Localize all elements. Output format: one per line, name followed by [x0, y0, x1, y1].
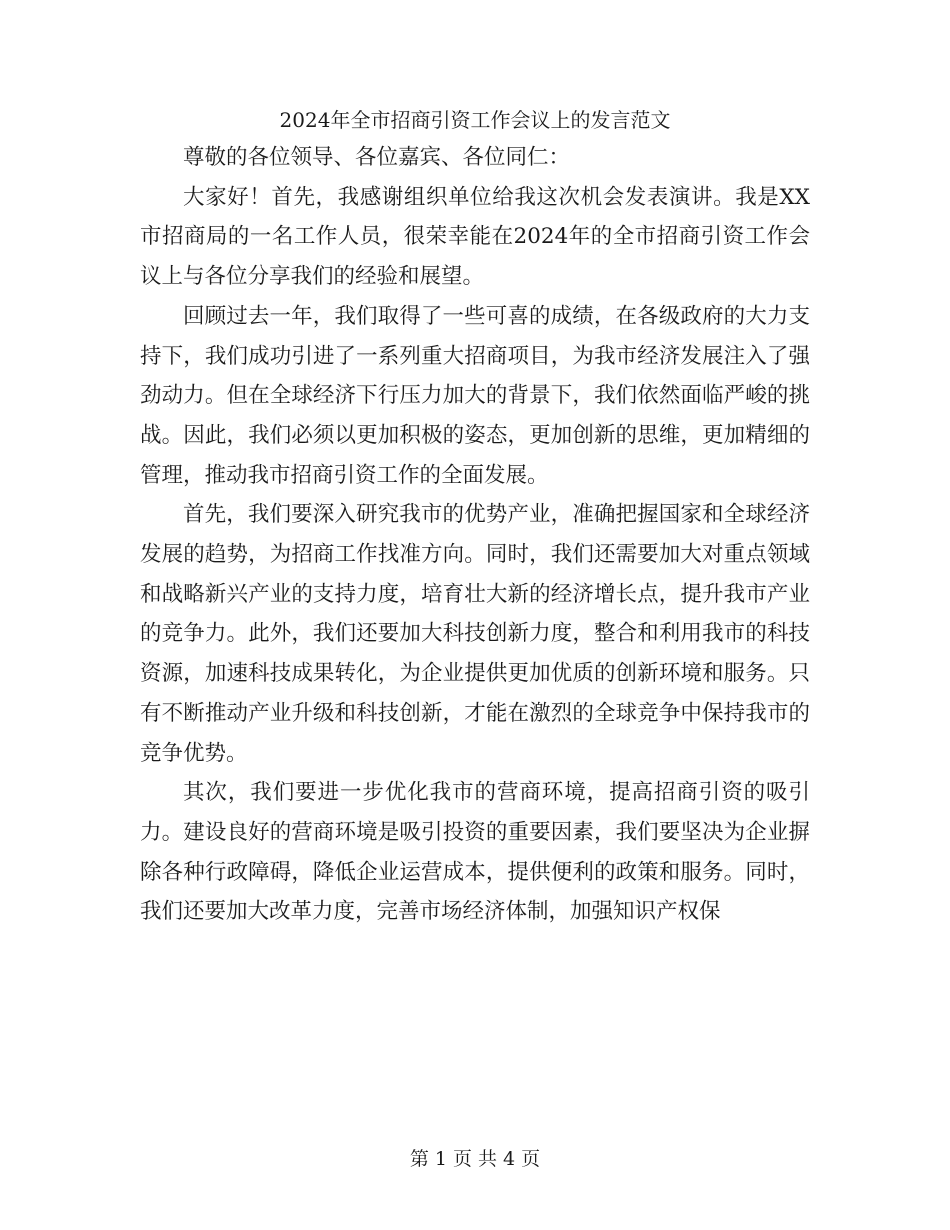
page-number-footer: 第 1 页 共 4 页	[409, 1148, 541, 1170]
paragraph-salutation: 尊敬的各位领导、各位嘉宾、各位同仁：	[183, 145, 571, 170]
paragraph-review: 回顾过去一年，我们取得了一些可喜的成绩，在各级政府的大力支持下，我们成功引进了一系列重大招商项目，为我市经济发展注入了强劲动力。但在全球经济下行压力加大的背景下，我们依然面临严峻的挑战。因此，我们必须以更加积极的姿态，更加创新的思维，更加精细的管理，推动我市招商引资工作的全面发展。	[140, 303, 810, 488]
paragraph-first-point: 首先，我们要深入研究我市的优势产业，准确把握国家和全球经济发展的趋势，为招商工作找准方向。同时，我们还需要加大对重点领域和战略新兴产业的支持力度，培育壮大新的经济增长点，提升我市产业的竞争力。此外，我们还要加大科技创新力度，整合和利用我市的科技资源，加速科技成果转化，为企业提供更加优质的创新环境和服务。只有不断推动产业升级和科技创新，才能在激烈的全球竞争中保持我市的竞争优势。	[140, 502, 810, 766]
paragraph-second-point: 其次，我们要进一步优化我市的营商环境，提高招商引资的吸引力。建设良好的营商环境是吸引投资的重要因素，我们要坚决为企业摒除各种行政障碍，降低企业运营成本，提供便利的政策和服务。同时，我们还要加大改革力度，完善市场经济体制，加强知识产权保	[140, 780, 810, 925]
document-body	[140, 138, 810, 932]
paragraph-greeting: 大家好！首先，我感谢组织单位给我这次机会发表演讲。我是XX市招商局的一名工作人员，很荣幸能在2024年的全市招商引资工作会议上与各位分享我们的经验和展望。	[140, 184, 810, 290]
document-title: 2024年全市招商引资工作会议上的发言范文	[279, 108, 671, 132]
